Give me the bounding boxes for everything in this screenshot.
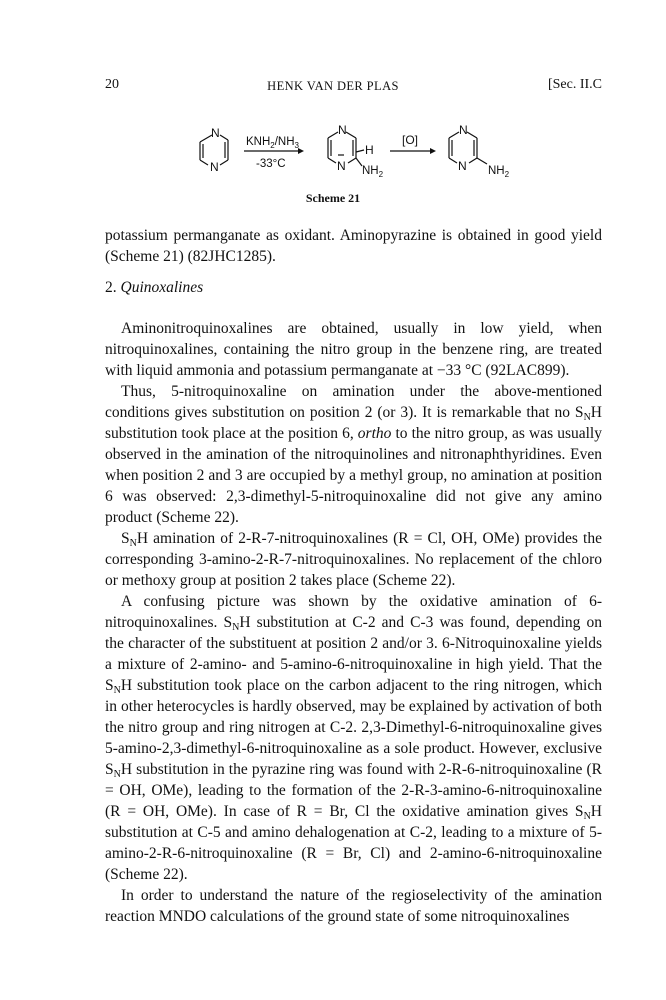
section-title: Quinoxalines — [120, 279, 204, 296]
section-number: 2. — [105, 279, 117, 296]
reagent-bottom: -33°C — [256, 158, 286, 170]
paragraph: Thus, 5-nitroquinoxaline on amination under the above-mentioned conditions gives substitution on position 2 (or 3). It is remarkable that no $S_NH$ substitution took place at the position 6, ortho to the nitro group, as was usually observed in the amination of the nitroquinolines and nitronaphthyridines. Even when position 2 and 3 are occupied by a methyl group, no amination at position 6 was observed: 2,3-dimethyl-5-nitroquinoxaline did not give any amino product (Scheme 22). — [105, 383, 602, 526]
atom-n-top-2: N — [338, 123, 347, 137]
running-head-section: [Sec. II.C — [547, 77, 602, 92]
paragraph: Aminonitroquinoxalines are obtained, usually in low yield, when nitroquinoxalines, containing the nitro group in the benzene ring, are treated with liquid ammonia and potassium permanganate at −33 °C (92LAC899). — [105, 320, 602, 379]
nh2-group-3: $NH_2$ — [488, 165, 510, 179]
atom-n-top-1: N — [211, 126, 220, 140]
oxidant-label: [O] — [402, 133, 419, 147]
body-block-main — [105, 318, 602, 927]
body-block-top — [105, 225, 602, 267]
paragraph: $S_NH$ amination of 2-R-7-nitroquinoxalines (R = Cl, OH, OMe) provides the corresponding 3-amino-2-R-7-nitroquinoxalines. No replacement of the chloro or methoxy group at position 2 takes place (Scheme 22). — [105, 530, 602, 589]
aminopyrazine-molecule — [449, 132, 487, 164]
paragraph: potassium permanganate as oxidant. Aminopyrazine is obtained in good yield (Scheme 21) (82JHC1285). — [105, 227, 602, 265]
atom-h: H — [365, 143, 374, 157]
reagent-top: $KNH_2/NH_3$ — [246, 136, 299, 150]
section-heading — [105, 279, 203, 297]
nh2-group-2: $NH_2$ — [362, 165, 384, 179]
atom-n-top-3: N — [459, 123, 468, 137]
scheme-caption: Scheme 21 — [305, 191, 361, 205]
paragraph: In order to understand the nature of the regioselectivity of the amination reaction MNDO calculations of the ground state of some nitroquinoxalines — [105, 887, 602, 925]
sigma-adduct-molecule — [328, 132, 364, 166]
atom-n-bottom-1: N — [210, 160, 219, 174]
atom-n-bottom-3: N — [458, 159, 467, 173]
paragraph: A confusing picture was shown by the oxidative amination of 6-nitroquinoxalines. $S_NH$ substitution at C-2 and C-3 was found, depending on the character of the substituent at position 2 and/or 3. 6-Nitroquinoxaline yields a mixture of 2-amino- and 5-amino-6-nitroquinoxaline in high yield. That the $S_NH$ substitution took place on the carbon adjacent to the ring nitrogen, which in other heterocycles is hardly observed, may be explained by activation of both the nitro group and ring nitrogen at C-2. 2,3-Dimethyl-6-nitroquinoxaline gives 5-amino-2,3-dimethyl-6-nitroquinoxaline as a sole product. However, exclusive $S_NH$ substitution in the pyrazine ring was found with 2-R-6-nitroquinoxaline (R = OH, OMe), leading to the formation of the 2-R-3-amino-6-nitroquinoxaline (R = OH, OMe). In case of R = Br, Cl the oxidative amination gives $S_NH$ substitution at C-5 and amino dehalogenation at C-2, leading to a mixture of 5-amino-2-R-6-nitroquinoxaline (R = Br, Cl) and 2-amino-6-nitroquinoxaline (Scheme 22). — [105, 593, 602, 883]
page-number: 20 — [105, 77, 119, 92]
atom-n-bottom-2: N — [337, 159, 346, 173]
scheme-21-figure — [190, 118, 530, 190]
running-head-author: HENK VAN DER PLAS — [267, 79, 399, 93]
